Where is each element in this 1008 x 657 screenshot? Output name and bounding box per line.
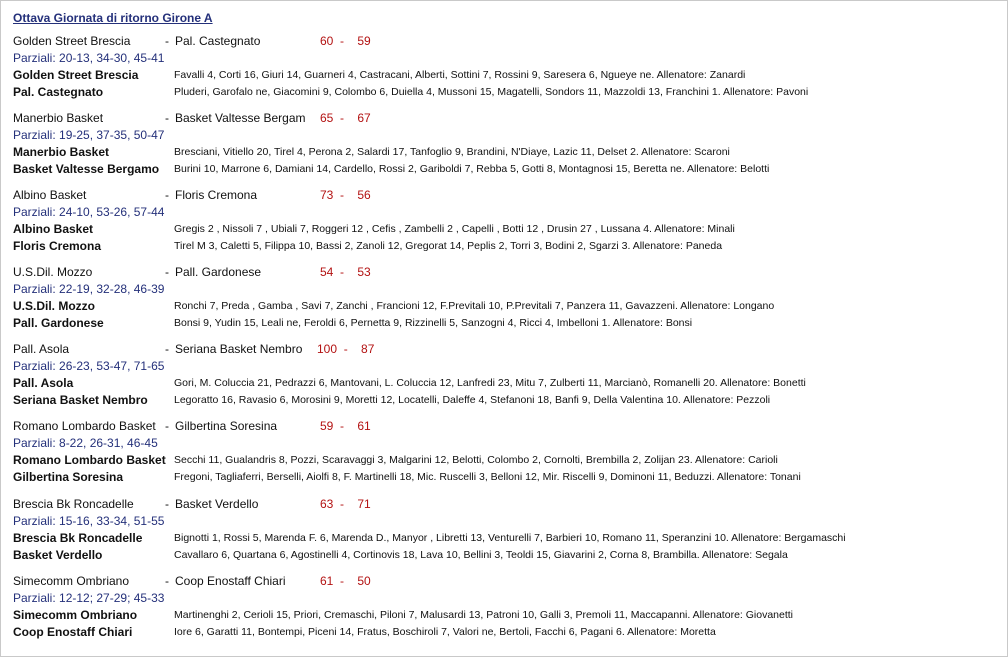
home-score: 54 (320, 265, 334, 279)
final-score: 60 - 59 (320, 34, 371, 48)
home-team: Pall. Asola (13, 342, 70, 356)
away-roster: Pluderi, Garofalo ne, Giacomini 9, Colombo 6, Duiella 4, Mussoni 15, Magatelli, Sondors 11, Mazzoldi 13, Franchini 1. Allenatore: Pavoni (174, 86, 809, 98)
partials: Parziali: 20-13, 34-30, 45-41 (13, 51, 165, 65)
home-score: 63 (320, 497, 334, 511)
away-roster: Fregoni, Tagliaferri, Berselli, Aiolfi 8, F. Martinelli 18, Mic. Ruscelli 3, Belloni 12, Mir. Riscelli 9, Dominoni 11, Beduzzi. Allenatore: Tonani (174, 471, 801, 483)
separator: - (165, 419, 169, 433)
away-score: 87 (361, 342, 375, 356)
home-score: 100 (317, 342, 338, 356)
partials: Parziali: 8-22, 26-31, 46-45 (13, 436, 158, 450)
home-team: Romano Lombardo Basket (13, 419, 156, 433)
separator: - (165, 265, 169, 279)
away-score: 53 (357, 265, 371, 279)
partials: Parziali: 22-19, 32-28, 46-39 (13, 282, 165, 296)
away-team: Coop Enostaff Chiari (175, 574, 286, 588)
page-title[interactable]: Ottava Giornata di ritorno Girone A (13, 11, 213, 25)
away-roster: Iore 6, Garatti 11, Bontempi, Piceni 14, Fratus, Boschiroli 7, Valori ne, Bertoli, Facchi 6, Pagani 6. Allenatore: Moretta (174, 626, 716, 638)
partials: Parziali: 19-25, 37-35, 50-47 (13, 128, 165, 142)
partials: Parziali: 12-12; 27-29; 45-33 (13, 591, 165, 605)
away-team: Pall. Gardonese (175, 265, 262, 279)
home-score: 73 (320, 188, 334, 202)
home-roster: Secchi 11, Gualandris 8, Pozzi, Scaravaggi 3, Malgarini 12, Belotti, Colombo 2, Cornolti, Brembilla 2, Zolijan 23. Allenatore: Carioli (174, 454, 778, 466)
home-roster: Favalli 4, Corti 16, Giuri 14, Guarneri 4, Castracani, Alberti, Sottini 7, Rossini 9, Saresera 6, Ngueye ne. Allenatore: Zanardi (174, 69, 746, 81)
home-score: 65 (320, 111, 334, 125)
final-score: 63 - 71 (320, 497, 371, 511)
away-roster: Cavallaro 6, Quartana 6, Agostinelli 4, Cortinovis 18, Lava 10, Bellini 3, Teoldi 15, Giavarini 2, Corna 8, Brambilla. Allenatore: Segala (174, 549, 788, 561)
home-roster: Martinenghi 2, Cerioli 15, Priori, Cremaschi, Piloni 7, Malusardi 13, Patroni 10, Galli 3, Premoli 11, Maccapanni. Allenatore: Giovanetti (174, 609, 794, 621)
home-team-bold: Pall. Asola (13, 376, 74, 390)
home-team-bold: Romano Lombardo Basket (13, 453, 166, 467)
away-score: 61 (357, 419, 371, 433)
partials: Parziali: 26-23, 53-47, 71-65 (13, 359, 165, 373)
away-team-bold: Basket Valtesse Bergamo (13, 162, 160, 176)
away-score: 67 (357, 111, 371, 125)
away-team-bold: Coop Enostaff Chiari (13, 625, 133, 639)
away-team-bold: Seriana Basket Nembro (13, 393, 148, 407)
away-score: 71 (357, 497, 371, 511)
home-team-bold: Simecomm Ombriano (13, 608, 138, 622)
home-roster: Gori, M. Coluccia 21, Pedrazzi 6, Mantovani, L. Coluccia 12, Lanfredi 23, Mitu 7, Zulberti 11, Marcianò, Romanelli 20. Allenatore: Bonetti (174, 377, 806, 389)
away-team: Basket Valtesse Bergam (175, 111, 306, 125)
separator: - (165, 342, 169, 356)
final-score: 54 - 53 (320, 265, 371, 279)
away-team: Seriana Basket Nembro (175, 342, 303, 356)
final-score: 61 - 50 (320, 574, 371, 588)
game-block (13, 187, 1003, 259)
away-team: Floris Cremona (175, 188, 258, 202)
separator: - (165, 111, 169, 125)
home-team-bold: Albino Basket (13, 222, 94, 236)
final-score: 100 - 87 (317, 342, 375, 356)
home-team-bold: Golden Street Brescia (13, 68, 139, 82)
away-score: 50 (357, 574, 371, 588)
separator: - (165, 34, 169, 48)
away-roster: Bonsi 9, Yudin 15, Leali ne, Feroldi 6, Pernetta 9, Rizzinelli 5, Sanzogni 4, Ricci 4, Imbelloni 1. Allenatore: Bonsi (174, 317, 693, 329)
away-team: Gilbertina Soresina (175, 419, 278, 433)
separator: - (165, 497, 169, 511)
game-block (13, 573, 1003, 645)
away-team-bold: Pal. Castegnato (13, 85, 104, 99)
home-team: Golden Street Brescia (13, 34, 131, 48)
away-roster: Legoratto 16, Ravasio 6, Morosini 9, Moretti 12, Locatelli, Daleffe 4, Stefanoni 18, Banfi 9, Della Valentina 10. Allenatore: Pezzoli (174, 394, 771, 406)
home-team: Brescia Bk Roncadelle (13, 497, 134, 511)
home-score: 59 (320, 419, 334, 433)
final-score: 65 - 67 (320, 111, 371, 125)
home-roster: Gregis 2 , Nissoli 7 , Ubiali 7, Roggeri 12 , Cefis , Zambelli 2 , Capelli , Botti 12 , Drusin 27 , Lussana 4. Allenatore: Minali (174, 223, 735, 235)
home-score: 61 (320, 574, 334, 588)
game-block (13, 110, 1003, 182)
game-block (13, 264, 1003, 336)
away-team-bold: Gilbertina Soresina (13, 470, 124, 484)
away-team: Pal. Castegnato (175, 34, 261, 48)
game-block (13, 496, 1003, 568)
away-team-bold: Pall. Gardonese (13, 316, 104, 330)
home-team-bold: Brescia Bk Roncadelle (13, 531, 143, 545)
away-score: 56 (357, 188, 371, 202)
separator: - (165, 188, 169, 202)
home-team-bold: U.S.Dil. Mozzo (13, 299, 95, 313)
away-team: Basket Verdello (175, 497, 259, 511)
home-roster: Ronchi 7, Preda , Gamba , Savi 7, Zanchi , Francioni 12, F.Previtali 10, P.Previtali 7, Panzera 11, Gavazzeni. Allenatore: Longano (174, 300, 775, 312)
home-team: Manerbio Basket (13, 111, 104, 125)
away-roster: Burini 10, Marrone 6, Damiani 14, Cardello, Rossi 2, Gariboldi 7, Rebba 5, Gotti 8, Montagnosi 15, Beretta ne. Allenatore: Belotti (174, 163, 770, 175)
home-team: U.S.Dil. Mozzo (13, 265, 93, 279)
away-roster: Tirel M 3, Caletti 5, Filippa 10, Bassi 2, Zanoli 12, Gregorat 14, Peplis 2, Torri 3, Bodini 2, Sgarzi 3. Allenatore: Paneda (174, 240, 723, 252)
home-roster: Bignotti 1, Rossi 5, Marenda F. 6, Marenda D., Manyor , Libretti 13, Venturelli 7, Barbieri 10, Romano 11, Speranzini 10. Allenatore: Bergamaschi (174, 532, 846, 544)
game-block (13, 341, 1003, 413)
away-team-bold: Basket Verdello (13, 548, 103, 562)
final-score: 73 - 56 (320, 188, 371, 202)
home-roster: Bresciani, Vitiello 20, Tirel 4, Perona 2, Salardi 17, Tanfoglio 9, Brandini, N'Diaye, Lazic 11, Delset 2. Allenatore: Scaroni (174, 146, 730, 158)
home-team: Albino Basket (13, 188, 87, 202)
home-team: Simecomm Ombriano (13, 574, 130, 588)
away-score: 59 (357, 34, 371, 48)
partials: Parziali: 24-10, 53-26, 57-44 (13, 205, 165, 219)
separator: - (165, 574, 169, 588)
final-score: 59 - 61 (320, 419, 371, 433)
home-team-bold: Manerbio Basket (13, 145, 110, 159)
game-block (13, 33, 1003, 105)
game-block (13, 418, 1003, 490)
away-team-bold: Floris Cremona (13, 239, 102, 253)
partials: Parziali: 15-16, 33-34, 51-55 (13, 514, 165, 528)
home-score: 60 (320, 34, 334, 48)
